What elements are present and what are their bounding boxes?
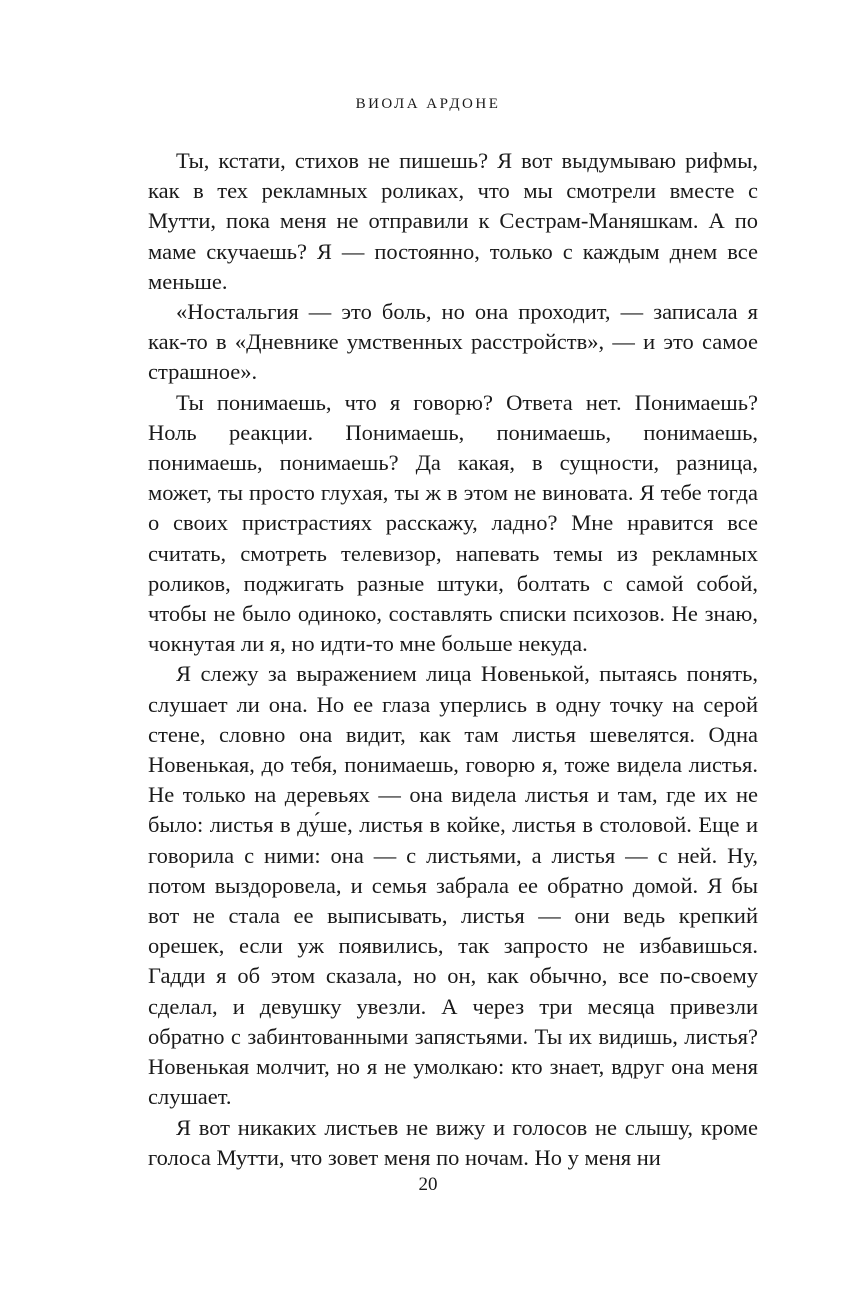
paragraph: Ты, кстати, стихов не пишешь? Я вот выдумываю рифмы, как в тех рекламных роликах, что мы смотрели вместе с Мутти, пока меня не отправили к Сестрам-Маняшкам. А по маме скучаешь? Я — постоянно, только с каждым днем все меньше. bbox=[148, 148, 758, 294]
paragraph: «Ностальгия — это боль, но она проходит, — записала я как-то в «Дневнике умственных расстройств», — и это самое страшное». bbox=[148, 299, 758, 385]
body-text bbox=[148, 146, 758, 1173]
paragraph: Ты понимаешь, что я говорю? Ответа нет. Понимаешь? Ноль реакции. Понимаешь, понимаешь, понимаешь, понимаешь, понимаешь? Да какая, в сущности, разница, может, ты просто глухая, ты ж в этом не виновата. Я тебе тогда о своих пристрастиях расскажу, ладно? Мне нравится все считать, смотреть телевизор, напевать темы из рекламных роликов, поджигать разные штуки, болтать с самой собой, чтобы не было одиноко, составлять списки психозов. Не знаю, чокнутая ли я, но идти-то мне больше некуда. bbox=[148, 389, 758, 657]
paragraph: Я слежу за выражением лица Новенькой, пытаясь понять, слушает ли она. Но ее глаза уперлись в одну точку на серой стене, словно она видит, как там листья шевелятся. Одна Новенькая, до тебя, понимаешь, говорю я, тоже видела листья. Не только на деревьях — она видела листья и там, где их не было: листья в ду́ше, листья в койке, листья в столовой. Еще и говорила с ними: она — с листьями, а листья — с ней. Ну, потом выздоровела, и семья забрала ее обратно домой. Я бы вот не стала ее выписывать, листья — они ведь крепкий орешек, если уж появились, так запросто не избавишься. Гадди я об этом сказала, но он, как обычно, все по-своему сделал, и девушку увезли. А через три месяца привезли обратно с забинтованными запястьями. Ты их видишь, листья? Новенькая молчит, но я не умолкаю: кто знает, вдруг она меня слушает. bbox=[148, 661, 758, 1110]
page-number: 20 bbox=[418, 1174, 438, 1195]
paragraph: Я вот никаких листьев не вижу и голосов не слышу, кроме голоса Мутти, что зовет меня по ночам. Но у меня ни bbox=[148, 1114, 758, 1170]
running-head: ВИОЛА АРДОНЕ bbox=[355, 96, 501, 112]
